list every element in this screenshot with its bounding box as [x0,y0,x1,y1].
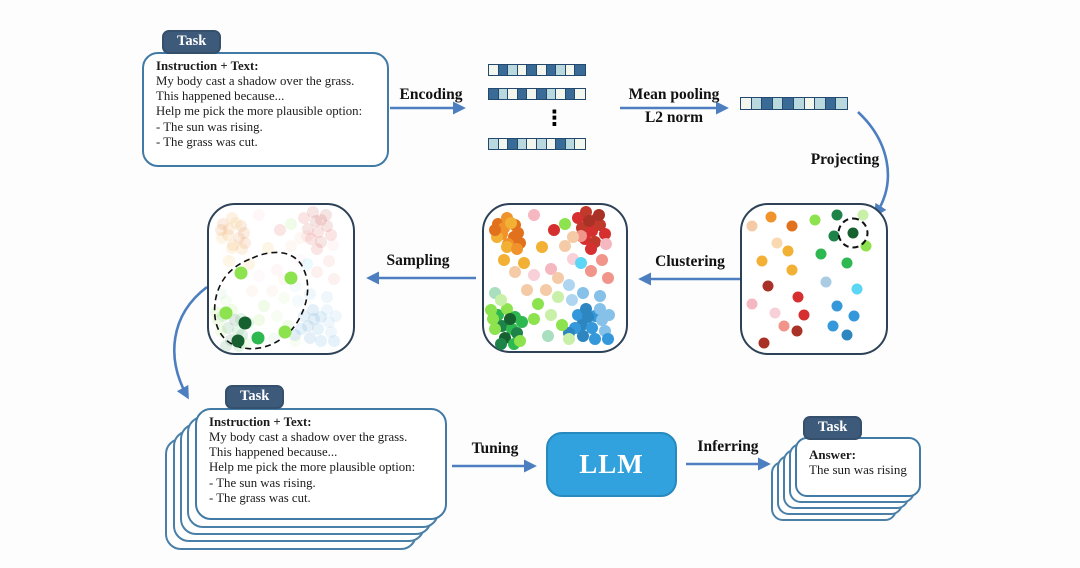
label-mean-pooling: Mean pooling [628,86,720,103]
sampled-to-task-arrow [174,287,207,396]
embedding-row-3 [488,138,586,150]
label-tuning: Tuning [471,440,519,457]
task-line: This happened because... [209,445,338,460]
label-l2-norm: L2 norm [644,109,704,126]
task-line: My body cast a shadow over the grass. [209,430,408,444]
task-line: - The sun was rising. [209,475,316,490]
label-encoding: Encoding [399,86,463,103]
scatter-clustered-box [482,203,628,353]
label-sampling: Sampling [386,252,450,269]
label-projecting: Projecting [810,151,880,168]
label-inferring: Inferring [697,438,759,455]
answer-line: The sun was rising [809,462,907,477]
task-stack-sampled [195,388,447,520]
answer-stack [795,419,921,497]
pooled-vector [740,97,848,110]
task-title: Instruction + Text: [209,415,312,429]
task-badge: Task [162,30,221,54]
scatter-projected-box [740,203,888,355]
selected-point-ring [837,218,868,249]
task-line: - The grass was cut. [156,134,258,149]
answer-card [795,419,921,497]
sampled-dots [209,205,353,353]
answer-title: Answer: [809,447,856,462]
llm-box: LLM [546,432,677,497]
task-line: My body cast a shadow over the grass. [156,74,355,88]
clustered-dots [484,205,626,351]
task-line: - The sun was rising. [156,119,263,134]
task-title: Instruction + Text: [156,59,259,73]
task-line: Help me pick the more plausible option: [156,104,363,119]
task-badge: Task [225,385,284,409]
scatter-sampled-box [207,203,355,355]
task-line: This happened because... [156,89,285,104]
task-line: - The grass was cut. [209,490,311,505]
label-clustering: Clustering [655,253,725,270]
task-line: Help me pick the more plausible option: [209,460,416,475]
vertical-ellipsis: ⋮ [544,106,565,130]
task-box-input [142,33,389,167]
task-card [195,388,447,520]
task-badge: Task [803,416,862,440]
embedding-row-1 [488,64,586,76]
embedding-row-2 [488,88,586,100]
